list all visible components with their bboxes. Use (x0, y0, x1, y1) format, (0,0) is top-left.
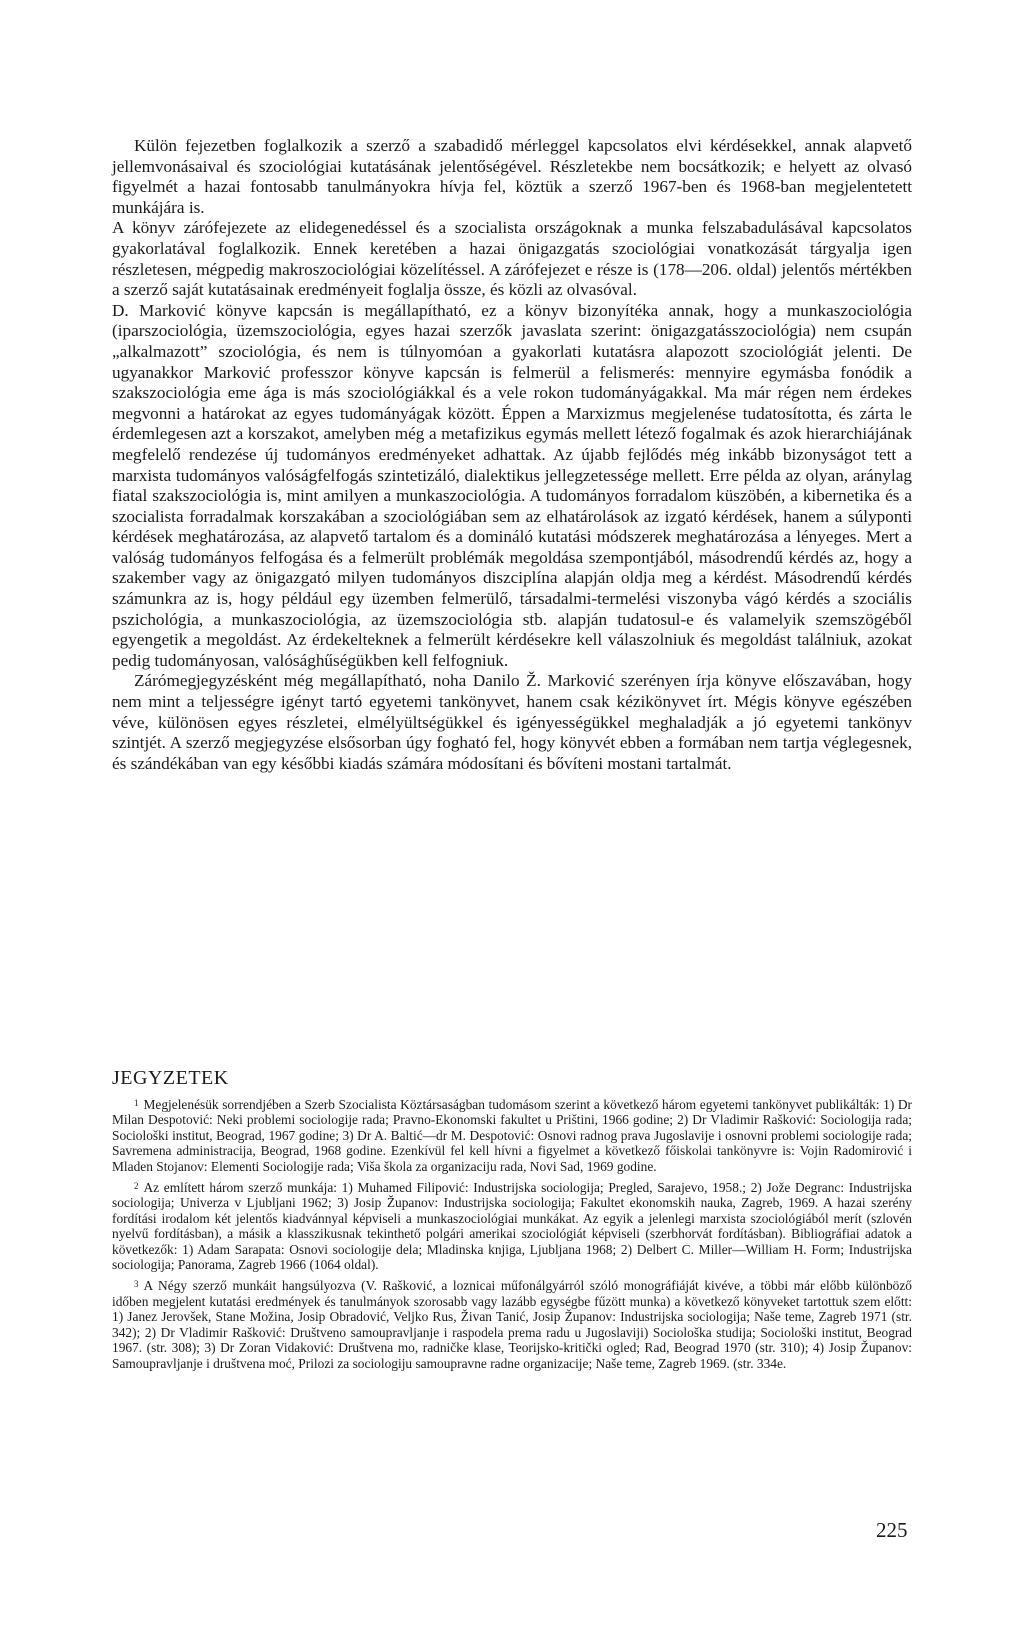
footnote-number: 1 (134, 1098, 139, 1108)
page-number: 225 (876, 1518, 908, 1542)
footnote-number: 3 (134, 1279, 139, 1290)
body-paragraph-2: A könyv zárófejezete az elidegenedéssel és a szocialista országoknak a munka felszabadulásával kapcsolatos gyakorlatával foglalkozik. Ennek keretében a hazai önigazgatás szociológiai vonatkozását tárgyalja igen részletesen, mégpedig makroszociológiai közelítéssel. A zárófejezet e része is (178—206. oldal) jelentős mértékben a szerző saját kutatásainak eredményeit foglalja össze, és közli az olvasóval. (112, 218, 912, 300)
footnote-text: Megjelenésük sorrendjében a Szerb Szocialista Köztársaságban tudomásom szerint a következő három egyetemi tankönyvet publikálták: 1) Dr Milan Despotović: Neki problemi sociologije rada; Pravno-Ekonomski fakultet u Prištini, 1966 godine; 2) Dr Vladimir Rašković: Sociologija rada; Sociološki institut, Beograd, 1967 godine; 3) Dr A. Baltić—dr M. Despotović: Osnovi radnog prava Jugoslavije i osnovni problemi sociologije rada; Savremena administracija, Beograd, 1968 godine. Ezenkívül fel kell hívni a figyelmet a következő főiskolai tankönyvre is: Vojin Radomirović i Mladen Stojanov: Elementi Sociologije rada; Viša škola za organizaciju rada, Novi Sad, 1969 godine. (112, 1097, 912, 1174)
footnote-3 (112, 1277, 912, 1370)
footnote-text: Az említett három szerző munkája: 1) Muhamed Filipović: Industrijska sociologija; Pregled, Sarajevo, 1958.; 2) Jože Degranc: Industrijska sociologija; Univerza v Ljubljani 1962; 3) Josip Županov: Industrijska sociologija; Fakultet ekonomskih nauka, Zagreb, 1969. A hazai szerény fordítási irodalom két jelentős kiadvánnyal képviseli a munkaszociológiai munkákat. Az egyik a jelenlegi marxista szociológiából merít (szlovén nyelvű fordításban), a másik a klasszikusnak tekinthető polgári amerikai szociológiát képviseli (szerbhorvát fordításban). Bibliográfiai adatok a következők: 1) Adam Sarapata: Osnovi sociologije dela; Mladinska knjiga, Ljubljana 1968; 2) Delbert C. Miller—William H. Form; Industrijska sociologija; Panorama, Zagreb 1966 (1064 oldal). (112, 1180, 912, 1273)
notes-heading: JEGYZETEK (112, 1066, 229, 1089)
body-paragraph-3: D. Marković könyve kapcsán is megállapítható, ez a könyv bizonyítéka annak, hogy a munkaszociológia (iparszociológia, üzemszociológia, egyes hazai szerzők javaslata szerint: önigazgatásszociológia) nem csupán „alkalmazott” szociológia, és nem is túlnyomóan a gyakorlati kutatásra alapozott szociológiát jelenti. De ugyanakkor Marković professzor könyve kapcsán is felmerül a felismerés: mennyire egymásba fonódik a szakszociológia eme ága is más szociológiákkal és a vele rokon tudományágakkal. Ma már régen nem érdekes megvonni a határokat az egyes tudományágak között. Éppen a Marxizmus megjelenése tudatosította, és zárta le érdemlegesen azt a korszakot, amelyben még a metafizikus egymás mellett létező fogalmak és azok hierarchiájának megfelelő rendezése új tudományos eredményeket adhattak. Az újabb fejlődés még inkább bizonyságot tett a marxista tudományos valóságfelfogás szintetizáló, dialektikus jellegzetessége mellett. Erre példa az olyan, aránylag fiatal szakszociológia is, mint amilyen a munkaszociológia. A tudományos forradalom küszöbén, a kibernetika és a szocialista forradalmak korszakában a szociológiában sem az elhatárolások az izgató kérdések, hanem a súlyponti kérdések meghatározása, az alapvető tartalom és a domináló kutatási módszerek meghatározása a lényeges. Mert a valóság tudományos felfogása és a felmerült problémák megoldása szempontjából, másodrendű kérdés az, hogy a szakember vagy az önigazgató milyen tudományos diszciplína alapján oldja meg a kérdést. Másodrendű kérdés számunkra az is, hogy például egy üzemben felmerülő, társadalmi-termelési viszonyba vágó kérdés a szociális pszichológia, a munkaszociológia, az üzemszociológia stb. alapján tudatosul-e és valamelyik szemszögéből egyengetik a megoldást. Az érdekelteknek a felmerült kérdésekre kell válaszolniuk és megoldást találniuk, azokat pedig tudományosan, valósághűségükben kell felfogniuk. (112, 300, 912, 670)
footnote-1 (112, 1096, 912, 1174)
footnote-2 (112, 1179, 912, 1272)
body-paragraph-4: Zárómegjegyzésként még megállapítható, noha Danilo Ž. Marković szerényen írja könyve előszavában, hogy nem mint a teljességre igényt tartó egyetemi tankönyvet, hanem csak kézikönyvet írt. Mégis könyve egészében véve, különösen egyes részletei, elmélyültségükkel és igényességükkel meghaladják a jó egyetemi tankönyv szintjét. A szerző megjegyzése elsősorban úgy fogható fel, hogy könyvét ebben a formában nem tartja véglegesnek, és szándékában van egy későbbi kiadás számára módosítani és bővíteni mostani tartalmát. (112, 671, 912, 773)
footnote-text: A Négy szerző munkáit hangsúlyozva (V. Rašković, a loznicai műfonálgyárról szóló monográfiáját kivéve, a többi már előbb különböző időben megjelent kutatási eredmények és tanulmányok szorosabb vagy lazább egységbe fűzött munka) a következő könyveket tartottuk szem előtt: 1) Janez Jerovšek, Stane Možina, Josip Obradović, Veljko Rus, Živan Tanić, Josip Županov: Industrijska sociologija; Naše teme, Zagreb 1971 (str. 342); 2) Dr Vladimir Rašković: Društveno samoupravljanje i raspodela prema radu u Jugoslaviji) Sociološka studija; Sociološki institut, Beograd 1967. (str. 308); 3) Dr Zoran Vidaković: Društvena mo, radničke klase, Teorijsko-kritički ogled; Rad, Beograd 1970 (str. 310); 4) Josip Županov: Samoupravljanje i društvena moć, Prilozi za sociologiju samoupravne radne organizacije; Naše teme, Zagreb 1969. (str. 334e. (112, 1278, 912, 1371)
footnotes (112, 1096, 912, 1376)
body-text (112, 136, 912, 774)
body-paragraph-1: Külön fejezetben foglalkozik a szerző a szabadidő mérleggel kapcsolatos elvi kérdésekkel, annak alapvető jellemvonásaival és szociológiai kutatásának jelentőségével. Részletekbe nem bocsátkozik; e helyett az olvasó figyelmét a hazai fontosabb tanulmányokra hívja fel, köztük a szerző 1967-ben és 1968-ban megjelentetett munkájára is. (112, 136, 912, 217)
footnote-number: 2 (134, 1181, 139, 1192)
